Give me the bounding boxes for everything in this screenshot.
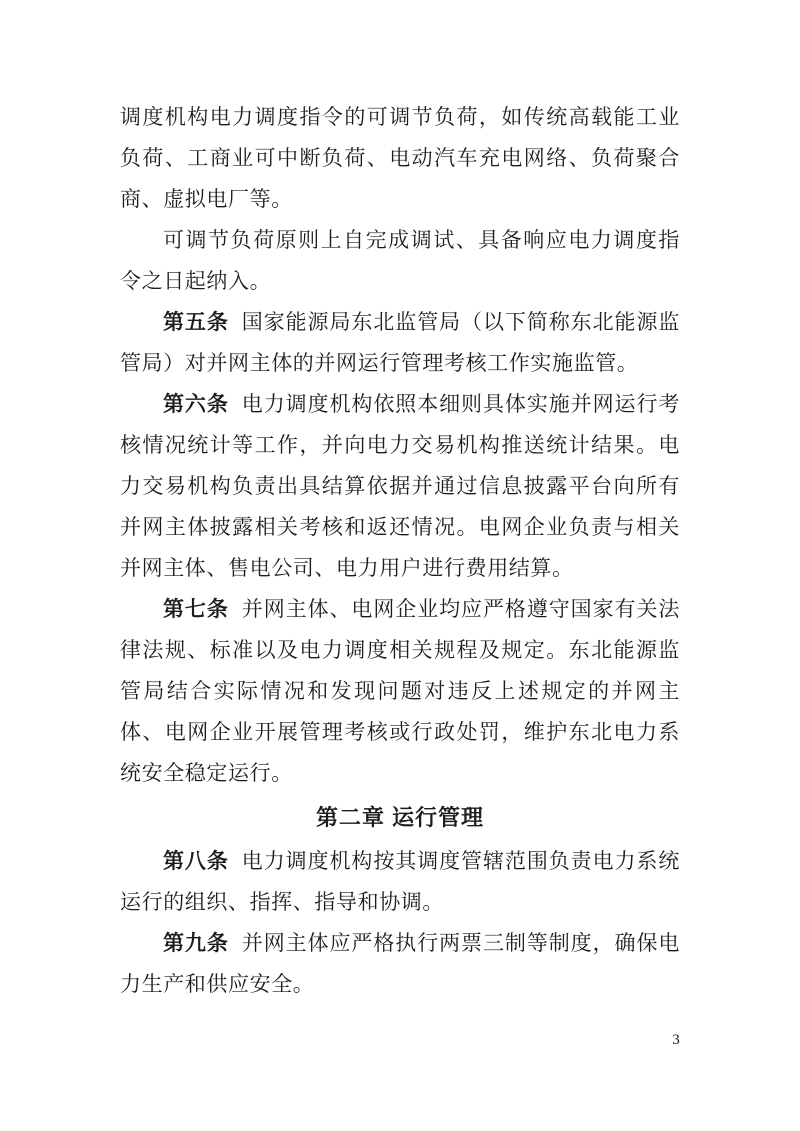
article-7-text: 并网主体、电网企业均应严格遵守国家有关法律法规、标准以及电力调度相关规程及规定。东北能源监管局结合实际情况和发现问题对违反上述规定的并网主体、电网企业开展管理考核或行政处罚，维护东北电力系统安全稳定运行。 <box>120 597 680 785</box>
article-9-text: 并网主体应严格执行两票三制等制度，确保电力生产和供应安全。 <box>120 931 680 996</box>
page-number: 3 <box>672 1032 680 1048</box>
paragraph-article-8 <box>120 841 680 923</box>
article-7-label: 第七条 <box>163 598 229 621</box>
paragraph-article-5 <box>120 302 680 384</box>
paragraph-continuation: 调度机构电力调度指令的可调节负荷，如传统高载能工业负荷、工商业可中断负荷、电动汽车充电网络、负荷聚合商、虚拟电厂等。 <box>120 105 680 211</box>
paragraph-article-7 <box>120 589 680 794</box>
chapter-2-heading: 第二章 运行管理 <box>315 805 485 830</box>
article-8-text: 电力调度机构按其调度管辖范围负责电力系统运行的组织、指挥、指导和协调。 <box>120 849 680 914</box>
paragraph-article-6 <box>120 384 680 589</box>
paragraph-adjustable-load: 可调节负荷原则上自完成调试、具备响应电力调度指令之日起纳入。 <box>120 228 680 293</box>
article-6-label: 第六条 <box>163 393 229 416</box>
article-5-text: 国家能源局东北监管局（以下简称东北能源监管局）对并网主体的并网运行管理考核工作实施监管。 <box>120 310 680 375</box>
paragraph-article-9 <box>120 923 680 1005</box>
article-9-label: 第九条 <box>163 932 229 955</box>
article-5-label: 第五条 <box>163 311 229 334</box>
article-8-label: 第八条 <box>163 850 229 873</box>
article-6-text: 电力调度机构依照本细则具体实施并网运行考核情况统计等工作，并向电力交易机构推送统计结果。电力交易机构负责出具结算依据并通过信息披露平台向所有并网主体披露相关考核和返还情况。电网企业负责与相关并网主体、售电公司、电力用户进行费用结算。 <box>120 392 680 580</box>
document-body <box>120 97 680 1005</box>
